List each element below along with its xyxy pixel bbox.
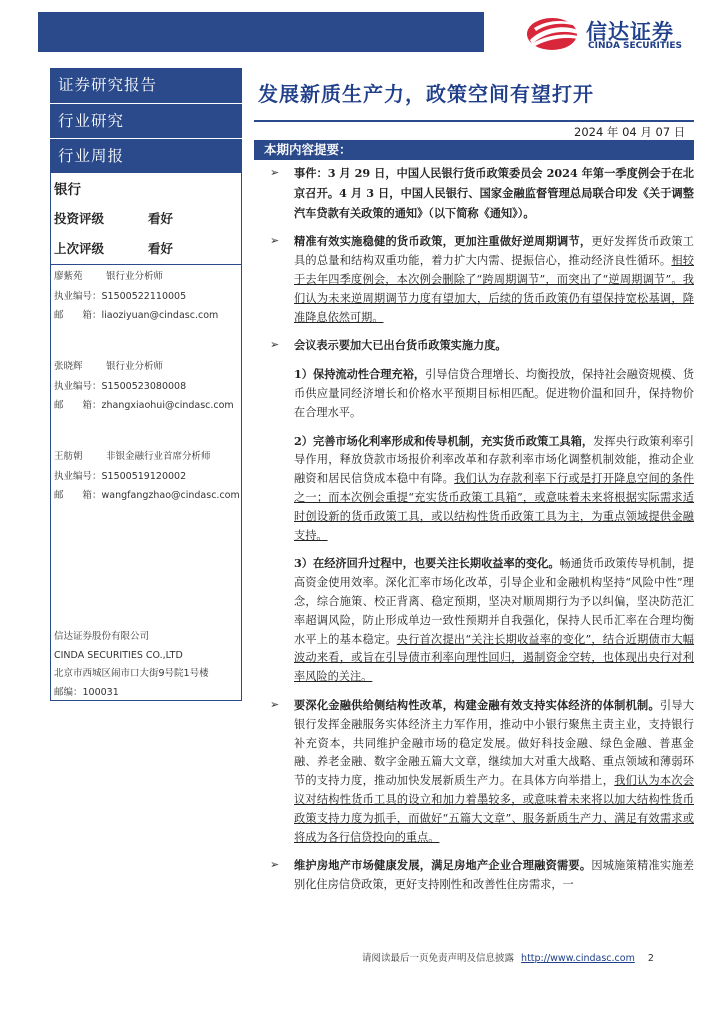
- bullet-bold-text: 要深化金融供给侧结构性改革，构建金融有效支持实体经济的体制机制。: [294, 697, 660, 712]
- analyst-email[interactable]: zhangxiaohui@cindasc.com: [101, 400, 234, 411]
- report-date: 2024 年 04 月 07 日: [574, 125, 686, 139]
- bullet-bold-text: 维护房地产市场健康发展，满足房地产企业合理融资需要。: [294, 858, 592, 873]
- bullet-bold-text: 精准有效实施稳健的货币政策，更加注重做好逆周期调节，: [294, 234, 592, 249]
- report-type-box: 证券研究报告: [50, 68, 242, 103]
- sub-bold-text: 3）在经济回升过程中，也要关注长期收益率的变化。: [294, 556, 560, 571]
- sub-bold-text: 2）完善市场化利率形成和传导机制，充实货币政策工具箱，: [294, 433, 594, 448]
- cinda-logo-icon: [524, 14, 580, 54]
- license-label: 执业编号：: [54, 380, 102, 392]
- company-logo: [524, 14, 704, 54]
- bullet-text: 更好发挥货币政策工具的总量和结构双重功能，着力扩大内需、提振信心，推动经济良性循环。: [294, 235, 694, 268]
- logo-text-en: CINDA SECURITIES: [588, 41, 682, 51]
- bullet-arrow-icon: ➢: [270, 166, 280, 179]
- report-category-box: 行业研究: [50, 103, 242, 138]
- page-title: 发展新质生产力，政策空间有望打开: [258, 82, 594, 106]
- bullet-monetary-policy: [262, 232, 694, 327]
- page-footer: [362, 950, 654, 964]
- email-label: 邮 箱：: [54, 490, 102, 501]
- rating-label: 投资评级: [54, 211, 105, 226]
- company-name-en: CINDA SECURITIES CO.,LTD: [54, 649, 183, 661]
- sub-text: 发挥央行政策利率引导作用，释放贷款市场报价利率改革和存款利率市场化调整机制效能，推动企业融资和居民信贷成本稳中有降。: [294, 434, 694, 486]
- sub-point-interest-rate: [262, 432, 694, 546]
- bullet-event: [262, 164, 694, 223]
- analyst-name: 廖紫苑: [54, 271, 83, 282]
- sidebar: [50, 68, 242, 700]
- bullet-text: 引导大银行发挥金融服务实体经济主力军作用，推动中小银行聚焦主责主业，支持银行补充资本，共同维护金融市场的稳定发展。做好科技金融、绿色金融、普惠金融、养老金融、数字金融五篇大文章，继续加大对重大战略、重点领域和薄弱环节的支持力度，推动加快发展新质生产力。在具体方向举措上，: [294, 698, 694, 788]
- sub-bold-text: 1）保持流动性合理充裕，: [294, 367, 426, 382]
- analyst-block: [51, 447, 241, 537]
- email-label: 邮 箱：: [54, 310, 102, 321]
- bullet-arrow-icon: ➢: [270, 234, 280, 248]
- license-number: S1500523080008: [101, 380, 187, 392]
- company-address: 北京市西城区闹市口大街9号院1号楼: [54, 668, 209, 679]
- license-number: S1500522110005: [101, 290, 187, 302]
- sidebar-body: [50, 173, 242, 701]
- prev-rating-label: 上次评级: [54, 241, 105, 256]
- sub-text: 畅通货币政策传导机制，提高资金使用效率。深化汇率市场化改革，引导企业和金融机构坚持“风险中性”理念，综合施策、校正背离、稳定预期，坚决对顺周期行为予以纠偏，坚决防范汇率超调风险，防止形成单边一致性预期并自我强化，保持人民币汇率在合理均衡水平上的基本稳定。: [294, 557, 694, 646]
- bullet-real-estate: [262, 856, 694, 895]
- bullet-text: 会议表示要加大已出台货币政策实施力度。: [294, 338, 507, 353]
- bullet-arrow-icon: ➢: [270, 697, 280, 711]
- summary-header: 本期内容提要：: [254, 140, 694, 160]
- company-postcode: 邮编：100031: [54, 686, 119, 698]
- license-label: 执业编号：: [54, 470, 102, 482]
- sub-text: 引导信贷合理增长、均衡投放，保持社会融资规模、货币供应量同经济增长和价格水平预期目标相匹配。促进物价温和回升，保持物价在合理水平。: [294, 368, 694, 419]
- analyst-name: 王舫朝: [54, 451, 83, 462]
- company-name-cn: 信达证券股份有限公司: [54, 631, 150, 642]
- report-series-box: 行业周报: [50, 138, 242, 173]
- analyst-email[interactable]: wangfangzhao@cindasc.com: [101, 490, 240, 501]
- sub-point-long-term-yield: [262, 554, 694, 687]
- sub-underlined-text: 我们认为存款利率下行或是打开降息空间的条件之一；而本次例会重提“充实货币政策工具箱”，或意味着未来将根据实际需求适时创设新的货币政策工具，或以结构性货币政策工具为主，为重点领域提供金融支持。: [294, 472, 694, 542]
- license-label: 执业编号：: [54, 290, 102, 302]
- disclaimer-note: 请阅读最后一页免责声明及信息披露: [362, 953, 515, 964]
- bullet-arrow-icon: ➢: [270, 338, 280, 352]
- bullet-text: 事件：3 月 29 日，中国人民银行货币政策委员会 2024 年第一季度例会于在北京召开。4 月 3 日，中国人民银行、国家金融监督管理总局联合印发《关于调整汽车贷款有关政策的通知》（以下简称《通知》）。: [294, 166, 694, 220]
- bullet-underlined-text: 我们认为本次会议对结构性货币工具的设立和加力着墨较多，或意味着未来将以加大结构性货币政策支持力度为抓手，而做好“五篇大文章”、服务新质生产力、满足有效需求或将成为各行信贷投向的重点。: [294, 774, 694, 844]
- bullet-underlined-text: 相较于去年四季度例会，本次例会删除了“跨周期调节”，而突出了“逆周期调节”。我们认为未来逆周期调节力度有望加大，后续的货币政策仍有望保持宽松基调，降准降息依然可期。: [294, 254, 694, 324]
- prev-rating-value: 看好: [148, 241, 174, 256]
- analyst-block: [51, 265, 241, 357]
- industry-name: 银行: [54, 182, 81, 198]
- bullet-financial-reform: [262, 696, 694, 847]
- bullet-arrow-icon: ➢: [270, 858, 280, 872]
- license-number: S1500519120002: [101, 470, 187, 482]
- page-number: 2: [647, 953, 654, 964]
- header-band: [38, 12, 484, 52]
- summary-content: [262, 164, 694, 904]
- analyst-role: 银行业分析师: [106, 361, 164, 372]
- company-info: [54, 628, 209, 702]
- analyst-role: 银行业分析师: [106, 271, 164, 282]
- sub-point-liquidity: [262, 365, 694, 422]
- sub-underlined-text: 央行首次提出“关注长期收益率的变化”，结合近期债市大幅波动来看，或旨在引导债市利率向理性回归，遏制资金空转，也体现出央行对利率风险的关注。: [294, 632, 694, 684]
- rating-value: 看好: [148, 211, 174, 226]
- bullet-text: 因城施策精准实施差别化住房信贷政策，更好支持刚性和改善性住房需求，一: [294, 859, 694, 892]
- analyst-name: 张晓辉: [54, 361, 83, 372]
- rating-row: [51, 204, 241, 234]
- analyst-role: 非银金融行业首席分析师: [106, 451, 211, 462]
- email-label: 邮 箱：: [54, 400, 102, 411]
- analyst-block: [51, 357, 241, 447]
- prev-rating-row: [51, 234, 241, 264]
- logo-text-cn: 信达证券: [586, 20, 674, 44]
- bullet-policy-implementation: [262, 336, 694, 356]
- analyst-email[interactable]: liaoziyuan@cindasc.com: [101, 310, 219, 321]
- website-link[interactable]: http://www.cindasc.com: [521, 953, 635, 964]
- title-divider: [254, 120, 694, 122]
